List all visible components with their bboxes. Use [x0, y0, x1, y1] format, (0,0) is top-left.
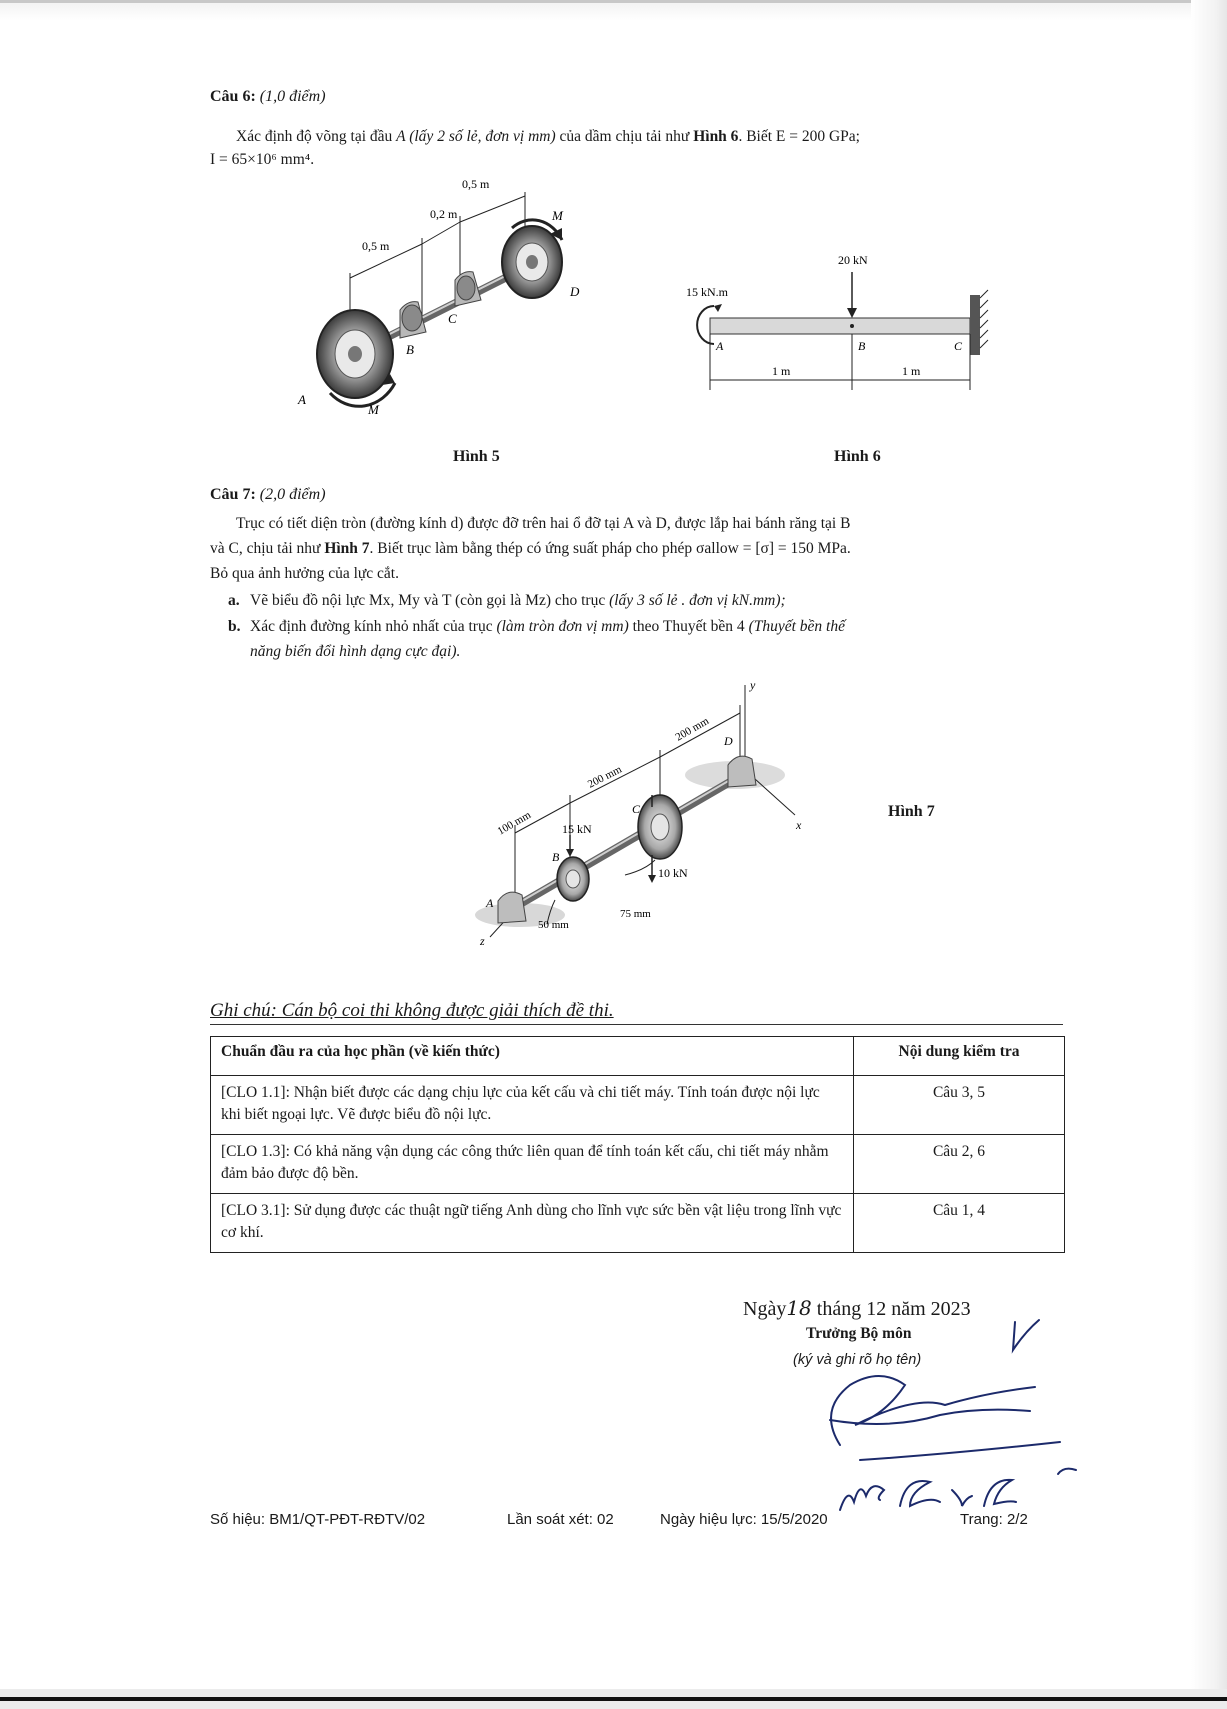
- fig5-label-D: D: [570, 284, 580, 299]
- fig7-axis-x: x: [796, 818, 802, 832]
- fig6-force: 20 kN: [838, 253, 868, 267]
- q6-points: (1,0 điểm): [259, 88, 326, 105]
- fig5-label-M1: M: [368, 402, 379, 417]
- fig5-dim-02: 0,2 m: [430, 207, 458, 221]
- q7-line3: Bỏ qua ảnh hưởng của lực cắt.: [210, 565, 399, 582]
- sign-date-day: 18: [786, 1296, 812, 1320]
- fig6-label-B: B: [858, 339, 866, 353]
- fig5-dim-05b: 0,5 m: [462, 177, 490, 191]
- q7-item-b-line2: năng biến đổi hình dạng cực đại).: [250, 643, 461, 660]
- q7-item-a: a. Vẽ biểu đồ nội lực Mx, My và T (còn gọi là Mz) cho trục (lấy 3 số lẻ . đơn vị kN.mm);: [228, 592, 786, 609]
- fig7-label-D: D: [724, 734, 733, 748]
- fig7-caption: Hình 7: [888, 803, 935, 820]
- handwritten-signature: [800, 1300, 1090, 1515]
- figure-6: [680, 250, 1000, 415]
- fig7-label-A: A: [486, 896, 494, 910]
- q7-line1: Trục có tiết diện tròn (đường kính d) được đỡ trên hai ổ đỡ tại A và D, được lắp hai bánh răng tại B: [236, 515, 851, 532]
- sign-title: Trưởng Bộ môn: [806, 1325, 912, 1342]
- fig7-dim-100: 100 mm: [495, 809, 534, 838]
- note-divider: [210, 1024, 1063, 1025]
- fig7-label-C: C: [632, 802, 641, 816]
- q7-item-b: b. Xác định đường kính nhỏ nhất của trục (làm tròn đơn vị mm) theo Thuyết bền 4 (Thuyết bền thế: [228, 618, 845, 635]
- clo-cell-outcome: [CLO 3.1]: Sử dụng được các thuật ngữ tiếng Anh dùng cho lĩnh vực sức bền vật liệu trong lĩnh vực cơ khí.: [211, 1194, 854, 1253]
- fig6-span2: 1 m: [902, 364, 921, 378]
- sign-note: (ký và ghi rõ họ tên): [793, 1352, 922, 1368]
- scan-edge-right: [1191, 0, 1227, 1709]
- table-row: [211, 1194, 1065, 1253]
- footer-code: Số hiệu: BM1/QT-PĐT-RĐTV/02: [210, 1511, 426, 1528]
- fig7-axis-y: y: [750, 678, 756, 692]
- fig6-span1: 1 m: [772, 364, 791, 378]
- footer-page: Trang: 2/2: [960, 1511, 1028, 1528]
- fig5-dim-05a: 0,5 m: [362, 239, 390, 253]
- clo-cell-outcome: [CLO 1.1]: Nhận biết được các dạng chịu lực của kết cấu và chi tiết máy. Tính toán được nội lực khi biết ngoại lực. Vẽ được biểu đồ nội lực.: [211, 1076, 854, 1135]
- fig7-force-15: 15 kN: [562, 822, 592, 836]
- figure-5: [300, 178, 630, 438]
- table-row: [211, 1135, 1065, 1194]
- fig7-label-B: B: [552, 850, 560, 864]
- q7-label: Câu 7:: [210, 486, 256, 503]
- scan-edge-top: [0, 0, 1227, 21]
- fig5-label-A: A: [298, 392, 306, 407]
- fig5-label-M2: M: [552, 208, 563, 223]
- clo-cell-outcome: [CLO 1.3]: Có khả năng vận dụng các công thức liên quan để tính toán kết cấu, chi tiết máy nhằm đảm bảo được độ bền.: [211, 1135, 854, 1194]
- q6-label: Câu 6:: [210, 88, 256, 105]
- fig7-r-75: 75 mm: [620, 908, 651, 920]
- table-row: [211, 1076, 1065, 1135]
- q7-line2: và C, chịu tải như Hình 7. Biết trục làm bằng thép có ứng suất pháp cho phép σallow = [σ] = 150 MPa.: [210, 540, 851, 557]
- q7-title: [210, 486, 326, 504]
- fig6-label-C: C: [954, 339, 963, 353]
- fig6-label-A: A: [716, 339, 724, 353]
- footer-effective: Ngày hiệu lực: 15/5/2020: [660, 1511, 828, 1528]
- q6-text: Xác định độ võng tại đầu A (lấy 2 số lẻ, đơn vị mm) của dầm chịu tải như Hình 6. Biết E = 200 GPa;: [236, 128, 860, 145]
- clo-cell-content: Câu 3, 5: [854, 1076, 1065, 1135]
- q7-points: (2,0 điểm): [259, 486, 326, 503]
- fig6-moment: 15 kN.m: [686, 285, 728, 299]
- clo-table: [210, 1036, 1065, 1253]
- sign-date: Ngày18 tháng 12 năm 2023: [743, 1296, 971, 1320]
- fig7-r-50: 50 mm: [538, 919, 569, 931]
- fig6-caption: Hình 6: [834, 448, 881, 465]
- fig5-label-B: B: [406, 342, 414, 357]
- scan-edge-bottom-line: [0, 1697, 1227, 1701]
- fig7-axis-z: z: [480, 934, 485, 948]
- clo-table-header: [211, 1037, 1065, 1076]
- q6-title: [210, 88, 326, 106]
- q6-text-line2: I = 65×10⁶ mm⁴.: [210, 151, 315, 168]
- fig7-force-10: 10 kN: [658, 866, 688, 880]
- fig7-dim-200b: 200 mm: [673, 715, 712, 744]
- footer-revision: Lần soát xét: 02: [507, 1511, 614, 1528]
- clo-cell-content: Câu 2, 6: [854, 1135, 1065, 1194]
- clo-header-outcome: Chuẩn đầu ra của học phần (về kiến thức): [211, 1037, 854, 1076]
- exam-note: Ghi chú: Cán bộ coi thi không được giải thích đề thi.: [210, 1000, 614, 1021]
- fig7-dim-200a: 200 mm: [585, 763, 624, 791]
- figure-7: [470, 675, 820, 955]
- clo-cell-content: Câu 1, 4: [854, 1194, 1065, 1253]
- fig5-caption: Hình 5: [453, 448, 500, 465]
- clo-header-content: Nội dung kiểm tra: [854, 1037, 1065, 1076]
- fig5-label-C: C: [448, 311, 457, 326]
